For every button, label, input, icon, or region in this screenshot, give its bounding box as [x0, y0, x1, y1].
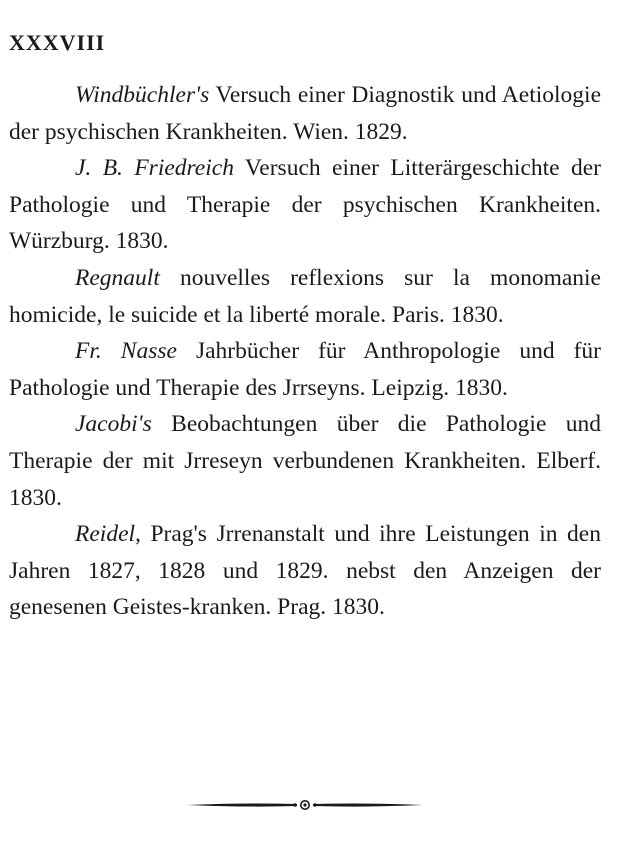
- entry-text: nouvelles reflexions sur la monomanie homicide, le suicide et la liberté morale. Paris. 1830.: [9, 264, 601, 328]
- entry-text: Versuch einer Litterärgeschichte der Pathologie und Therapie der psychischen Krankheiten. Würzburg. 1830.: [9, 155, 601, 255]
- entry-text: Beobachtungen über die Pathologie und Therapie der mit Jrreseyn verbundenen Krankheiten. Elberf. 1830.: [9, 411, 601, 511]
- entry-text: Prag's Jrrenanstalt und ihre Leistungen in den Jahren 1827, 1828 und 1829. nebst den Anzeigen der genesenen Geistes-kranken. Prag. 1830.: [9, 521, 601, 621]
- entry-author: Regnault: [75, 264, 160, 291]
- entry-author: Windbüchler's: [75, 82, 210, 108]
- entry-author: Jacobi's: [75, 411, 152, 438]
- entry-author: Fr. Nasse: [75, 338, 177, 365]
- page-number: XXXVIII: [9, 30, 106, 55]
- entry-text: Versuch einer Diagnostik und Aetiologie der psychischen Krankheiten. Wien. 1829.: [9, 82, 601, 145]
- bibliography-entry: [9, 77, 601, 150]
- bibliography-entry: [9, 516, 601, 626]
- entry-text: Jahrbücher für Anthropologie und für Pathologie und Therapie des Jrrseyns. Leipzig. 1830.: [9, 338, 601, 401]
- bibliography-entry: [9, 406, 601, 516]
- bibliography-entry: [9, 333, 601, 406]
- entry-author: Reidel,: [75, 521, 141, 548]
- bibliography-entry: [9, 260, 601, 333]
- bibliography-entry: [9, 150, 601, 260]
- bibliography-list: [9, 77, 601, 626]
- ornament-divider: [185, 797, 425, 813]
- entry-author: J. B. Friedreich: [75, 155, 234, 182]
